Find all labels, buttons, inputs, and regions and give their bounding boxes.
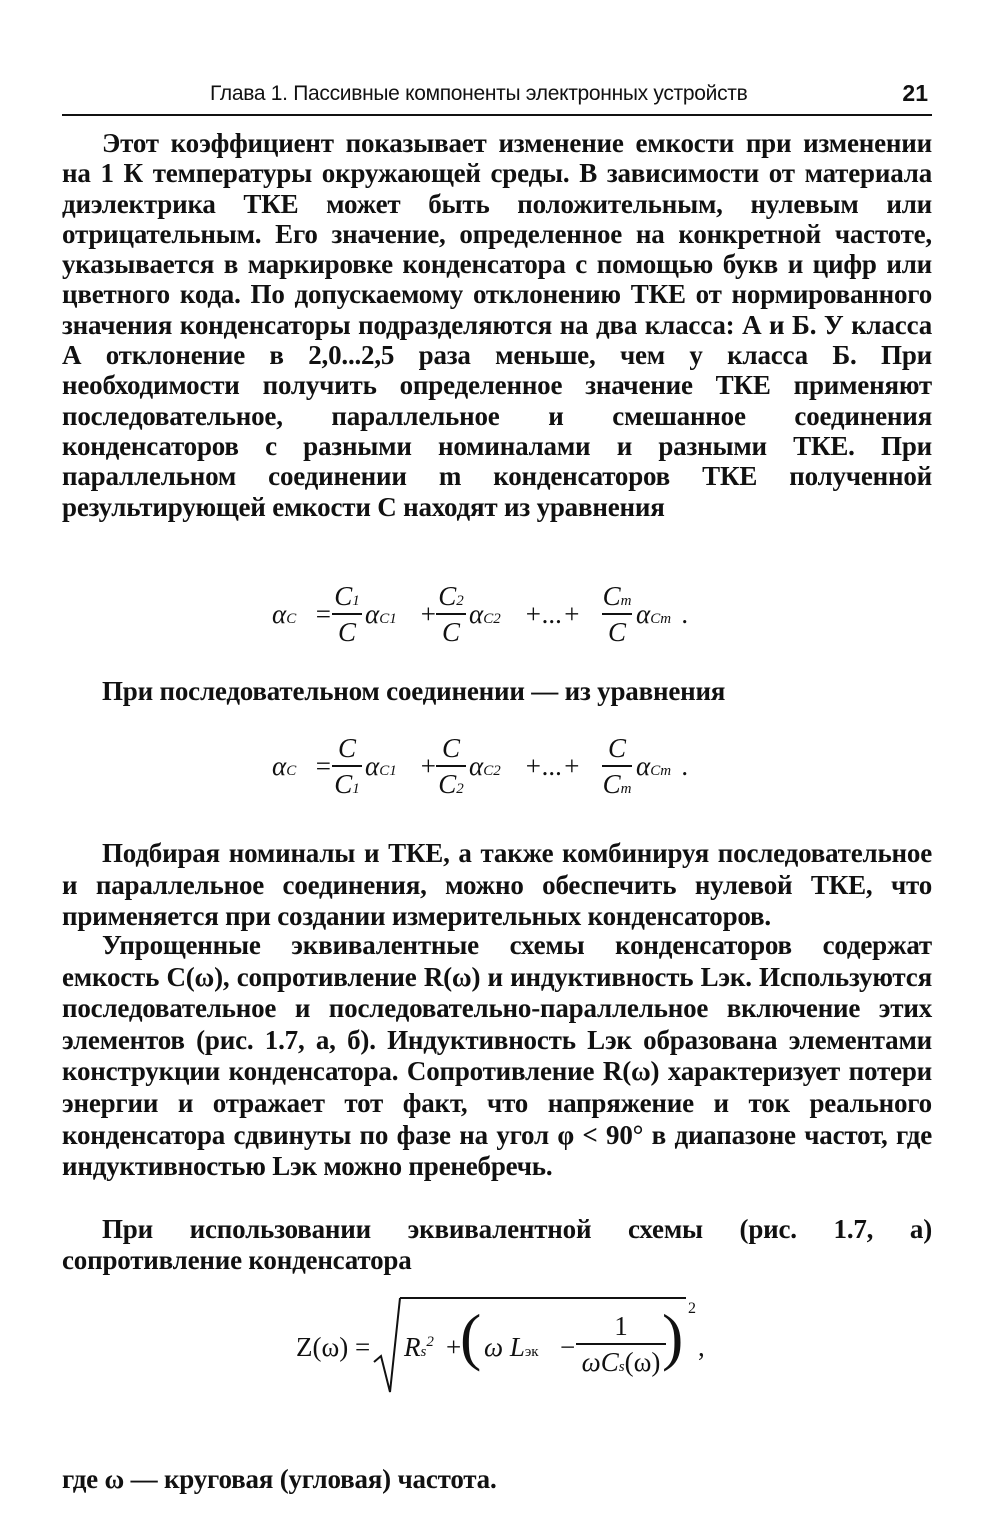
- eq1-op-2: +...+: [524, 599, 581, 629]
- eq2-equals: =: [314, 751, 333, 781]
- eq2-alpha-2: αC2: [469, 751, 501, 781]
- eq2-fraction-2: C C2: [436, 734, 466, 798]
- eq2-op-1: +: [419, 751, 438, 781]
- eq1-alpha-1: αC1: [365, 599, 397, 629]
- eq2-op-2: +...+: [524, 751, 581, 781]
- eq1-fraction-2: C2 C: [436, 582, 466, 646]
- paragraph-equivalent-circuits: Упрощенные эквивалентные схемы конденсаторов содержат емкость C(ω), сопротивление R(ω) и индуктивность Lэк. Используются последовательное и последовательно-параллельное включение этих элементов (рис. 1.7, а, б). Индуктивность Lэк образована элементами конструкции конденсатора. Сопротивление R(ω) характеризует потери энергии и отражает тот факт, что напряжение и ток реального конденсатора сдвинуты по фазе на угол φ < 90° в диапазоне частот, где индуктивностью Lэк можно пренебречь.: [62, 930, 932, 1182]
- page-header: [62, 78, 932, 116]
- eq1-equals: =: [314, 599, 333, 629]
- paragraph-omega-definition: где ω — круговая (угловая) частота.: [62, 1464, 497, 1494]
- equation-impedance: [296, 1290, 716, 1430]
- eq2-fraction-3: C Cm: [602, 733, 632, 799]
- eq3-lhs: Z(ω) =: [296, 1332, 371, 1362]
- eq1-alpha-3: αCm: [636, 599, 672, 629]
- eq1-end: .: [682, 599, 689, 629]
- eq2-alpha-3: αCm: [636, 751, 672, 781]
- eq2-lhs: αC: [272, 751, 297, 781]
- eq1-op-1: +: [419, 599, 438, 629]
- eq2-fraction-1: C C1: [332, 734, 362, 798]
- paragraph-series-intro: При последовательном соединении — из уравнения: [102, 676, 726, 706]
- eq3-open-paren: (: [460, 1301, 482, 1372]
- eq3-plus: +: [446, 1332, 462, 1362]
- eq1-lhs: αC: [272, 599, 297, 629]
- paragraph-tke-definition: Этот коэффициент показывает изменение емкости при изменении на 1 К температуры окружающей среды. В зависимости от материала диэлектрика ТКЕ может быть положительным, нулевым или отрицательным. Его значение, определенное на конкретной частоте, указывается в маркировке конденсатора с помощью букв и цифр или цветного кода. По допускаемому отклонению ТКЕ от нормированного значения конденсаторы подразделяются на два класса: А и Б. У класса А отклонение в 2,0...2,5 раза меньше, чем у класса Б. При необходимости получить определенное значение ТКЕ применяют последовательное, параллельное и смешанное соединения конденсаторов с разными номиналами и разными ТКЕ. При параллельном соединении m конденсаторов ТКЕ полученной результирующей емкости C находят из уравнения: [62, 128, 932, 522]
- equation-parallel: [272, 582, 732, 650]
- eq3-comma: ,: [698, 1332, 705, 1362]
- eq1-fraction-1: C1 C: [332, 582, 362, 646]
- page-number: 21: [902, 80, 928, 106]
- eq3-minus: −: [560, 1332, 576, 1362]
- eq3-omega-l: ω Lэк: [484, 1332, 539, 1362]
- sqrt-icon: [372, 1296, 402, 1396]
- equation-series: [272, 734, 732, 804]
- eq2-alpha-1: αC1: [365, 751, 397, 781]
- running-title: Глава 1. Пассивные компоненты электронных устройств: [210, 82, 748, 105]
- eq3-fraction: 1 ωCs(ω): [576, 1312, 666, 1376]
- eq1-fraction-3: Cm C: [602, 581, 632, 647]
- paragraph-impedance-intro: При использовании эквивалентной схемы (рис. 1.7, а) сопротивление конденсатора: [62, 1214, 932, 1275]
- eq3-resistance: Rs$^2$: [404, 1332, 434, 1362]
- eq2-end: .: [682, 751, 689, 781]
- eq3-outer-exponent: 2: [688, 1300, 696, 1317]
- paragraph-zero-tke: Подбирая номиналы и ТКЕ, а также комбинируя последовательное и параллельное соединения, можно обеспечить нулевой ТКЕ, что применяется при создании измерительных конденсаторов.: [62, 838, 932, 932]
- eq1-alpha-2: αC2: [469, 599, 501, 629]
- sqrt-overline: [400, 1297, 686, 1299]
- eq3-close-paren: ): [662, 1301, 684, 1372]
